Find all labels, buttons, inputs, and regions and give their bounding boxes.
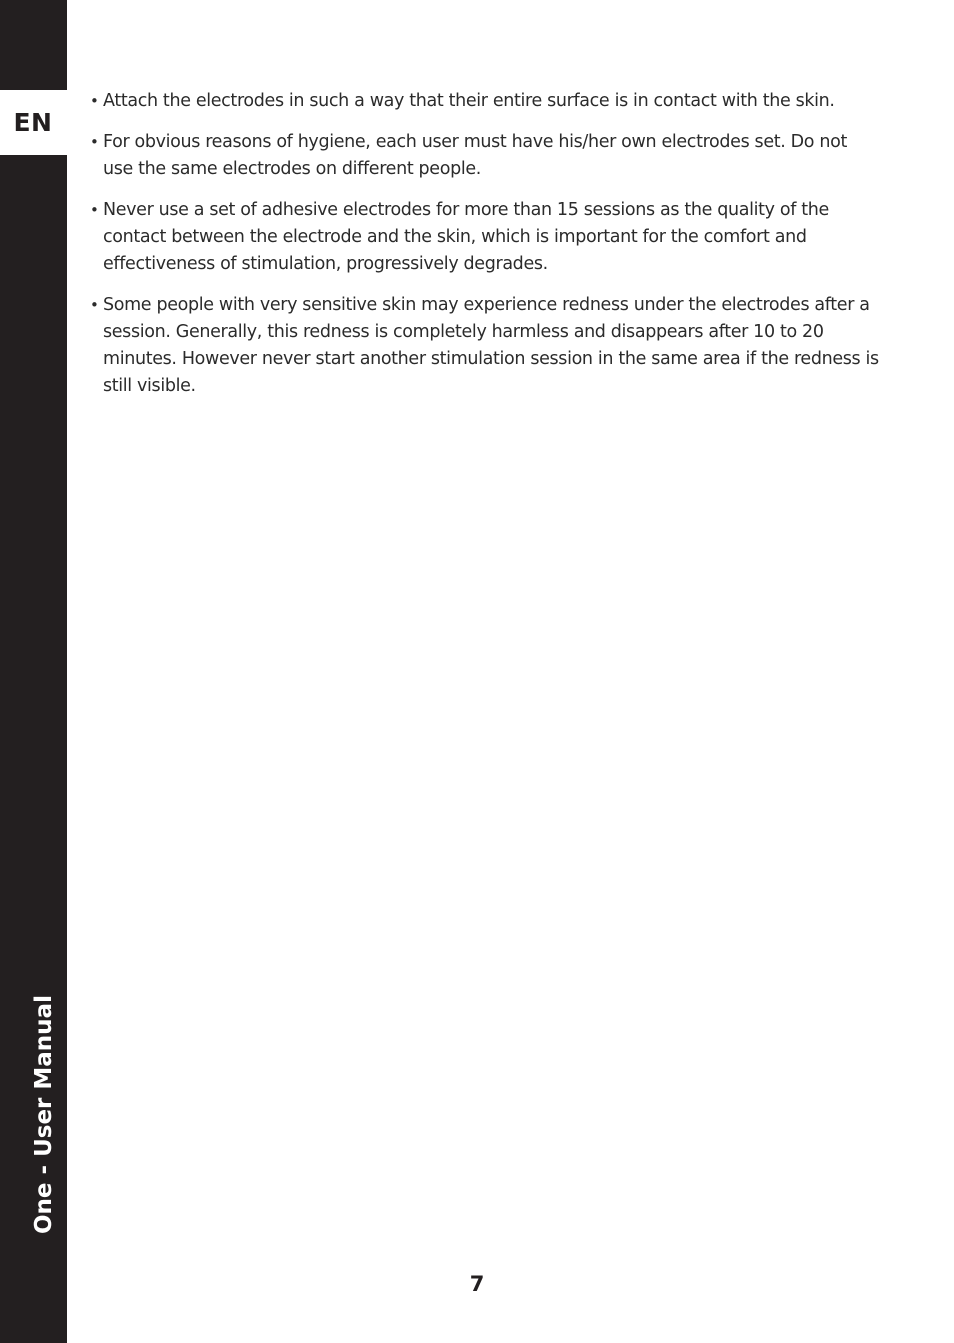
list-item bbox=[90, 88, 880, 115]
manual-title: One - User Manual bbox=[31, 995, 57, 1234]
bullet-icon: • bbox=[90, 201, 99, 219]
sidebar bbox=[0, 0, 67, 1343]
page-number: 7 bbox=[469, 1272, 485, 1296]
list-item-text: Never use a set of adhesive electrodes for more than 15 sessions as the quality of the contact between the electrode and the skin, which is important for the comfort and effectiveness of stimulation, progressively degrades. bbox=[103, 200, 829, 274]
list-item-text: For obvious reasons of hygiene, each user must have his/her own electrodes set. Do not use the same electrodes on different people. bbox=[103, 132, 847, 179]
bullet-icon: • bbox=[90, 92, 99, 110]
language-tab bbox=[0, 90, 68, 155]
list-item bbox=[90, 292, 880, 400]
list-item-text: Attach the electrodes in such a way that their entire surface is in contact with the skin. bbox=[103, 91, 835, 111]
language-label: EN bbox=[13, 108, 53, 137]
list-item-text: Some people with very sensitive skin may experience redness under the electrodes after a session. Generally, this redness is completely harmless and disappears after 10 to 20 minutes. However never start another stimulation session in the same area if the redness is still visible. bbox=[103, 295, 879, 396]
list-item bbox=[90, 129, 880, 183]
instruction-list bbox=[90, 88, 880, 400]
main-content bbox=[90, 88, 880, 414]
bullet-icon: • bbox=[90, 296, 99, 314]
list-item bbox=[90, 197, 880, 278]
bullet-icon: • bbox=[90, 133, 99, 151]
